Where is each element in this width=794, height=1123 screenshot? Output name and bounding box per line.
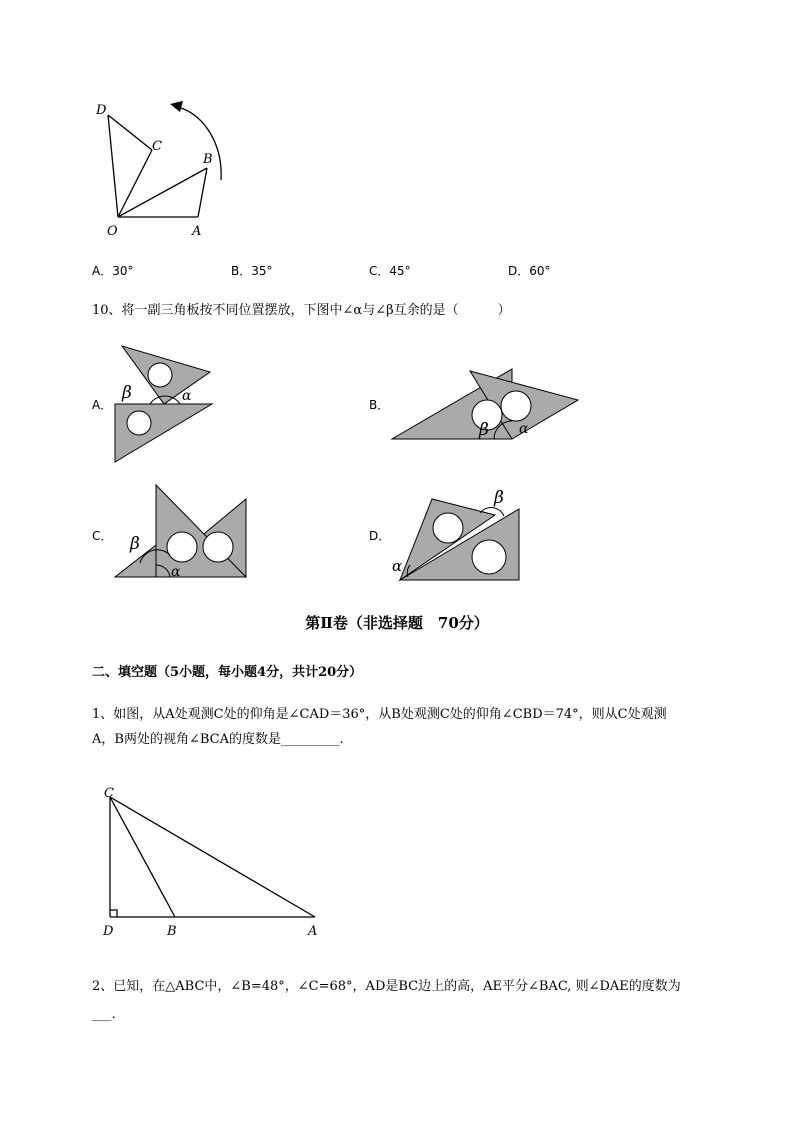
q10-figure-d (390, 485, 530, 585)
fill-q2-line1: 2、已知，在△ABC中，∠B=48°，∠C=68°，AD是BC边上的高，AE平分∠BAC, 则∠DAE的度数为 (92, 979, 681, 994)
alpha-d: α (392, 557, 403, 575)
hole-bottom (127, 411, 151, 435)
q10-option-c-label[interactable]: C． (92, 529, 113, 543)
segment-od (108, 115, 118, 217)
hole-right (501, 391, 531, 421)
label-d2: D (103, 924, 114, 939)
q10-option-b-label[interactable]: B． (369, 398, 390, 412)
fill-q2-line2: ___. (92, 1007, 116, 1022)
alpha-b: α (519, 421, 529, 437)
label-c: C (152, 139, 162, 154)
q10-figure-a (112, 342, 222, 467)
q9-option-c[interactable]: C．45° (369, 264, 411, 278)
q10-option-a-label[interactable]: A． (92, 398, 113, 412)
beta-a: β (122, 383, 132, 403)
part2-title: 第Ⅱ卷（非选择题 70分） (305, 614, 489, 632)
fill-q1-line2: A，B两处的视角∠BCA的度数是_________. (92, 732, 344, 747)
label-o: O (107, 224, 118, 239)
right-angle-mark (110, 910, 117, 917)
beta-c: β (130, 534, 140, 554)
label-d: D (96, 103, 107, 118)
arrow-head (170, 101, 183, 112)
hole-lower (472, 540, 506, 574)
q10-stem: 10、将一副三角板按不同位置摆放，下图中∠α与∠β互余的是（ ） (92, 303, 511, 318)
rotation-figure (90, 95, 240, 245)
segment-ob (118, 168, 207, 217)
q10-figure-b (390, 365, 590, 445)
q9-option-d[interactable]: D．60° (508, 264, 551, 278)
label-b2: B (167, 924, 177, 939)
beta-d: β (494, 488, 504, 508)
label-a2: A (308, 924, 318, 939)
segment-cb (110, 797, 175, 917)
fill-in-section-heading: 二、填空题（5小题，每小题4分，共计20分） (92, 665, 363, 680)
fill-q1-line1: 1、如图，从A处观测C处的仰角是∠CAD＝36°，从B处观测C处的仰角∠CBD＝74°，则从C处观测 (92, 707, 667, 722)
segment-ca (110, 797, 315, 917)
q10-option-d-label[interactable]: D． (369, 529, 391, 543)
alpha-a: α (182, 388, 192, 404)
q9-option-b[interactable]: B．35° (231, 264, 273, 278)
alpha-c: α (171, 564, 181, 580)
hole-tall (167, 532, 197, 562)
rotation-arc-arrow (178, 107, 221, 180)
q10-figure-c (112, 483, 252, 583)
segment-ba (198, 168, 207, 217)
set-square-bottom (115, 404, 212, 462)
beta-b: β (479, 420, 489, 440)
label-a: A (192, 224, 202, 239)
segment-dc (108, 115, 152, 150)
hole-upper (433, 513, 463, 543)
triangle-figure (100, 785, 330, 945)
q9-option-a[interactable]: A．30° (92, 264, 134, 278)
label-c2: C (104, 786, 114, 801)
hole-back (203, 532, 233, 562)
label-b: B (203, 152, 213, 167)
hole-top (148, 363, 172, 387)
